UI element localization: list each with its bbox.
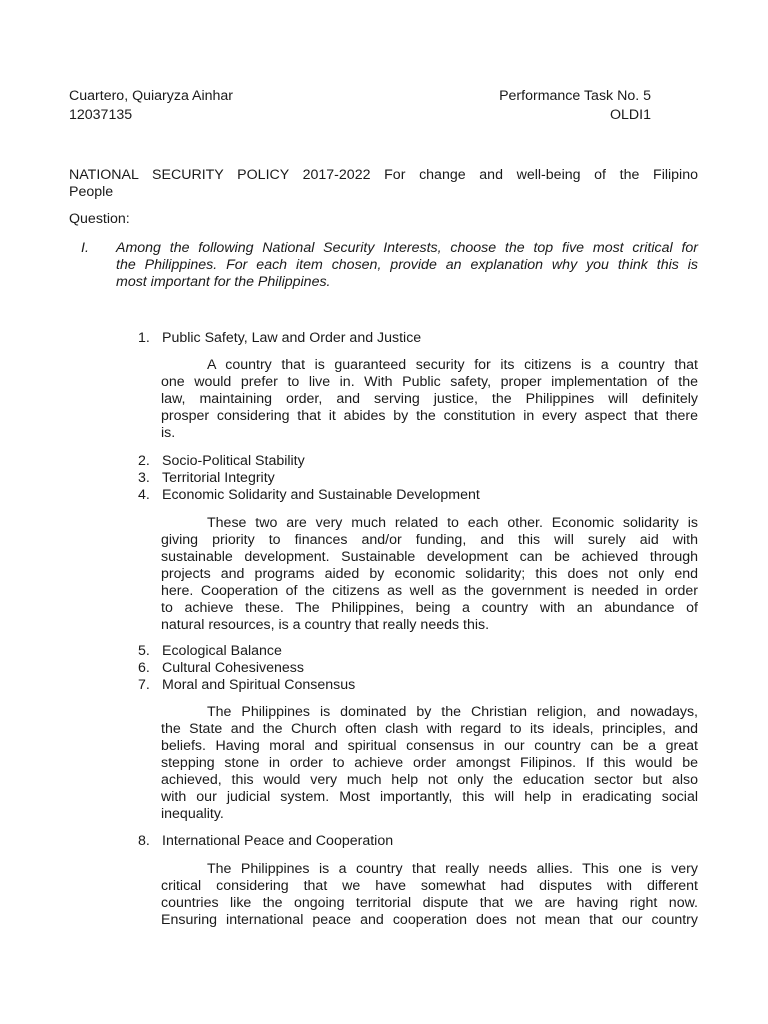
list-item: Ecological Balance	[162, 643, 282, 659]
list-item-number: 4.	[138, 487, 150, 503]
list-item-number: 3.	[138, 470, 150, 486]
paragraph-line: law, maintaining order, and serving justice, the Philippines will definitely	[161, 391, 698, 407]
list-item-number: 8.	[138, 833, 150, 849]
paragraph-line: The Philippines is dominated by the Christian religion, and nowadays,	[207, 704, 698, 720]
list-item-number: 5.	[138, 643, 150, 659]
task-title: Performance Task No. 5	[499, 88, 651, 104]
paragraph-line: sustainable development. Sustainable development can be achieved through	[161, 549, 698, 565]
section-code: OLDI1	[609, 107, 651, 123]
paragraph-line: The Philippines is a country that really needs allies. This one is very	[207, 861, 698, 877]
student-id: 12037135	[69, 107, 133, 123]
list-item-number: 6.	[138, 660, 150, 676]
explanation-paragraph	[161, 357, 698, 442]
paragraph-line: Ensuring international peace and cooperation does not mean that our country	[161, 912, 698, 928]
paragraph-line: A country that is guaranteed security for its citizens is a country that	[207, 357, 698, 373]
paragraph-line: natural resources, is a country that really needs this.	[161, 617, 490, 633]
explanation-paragraph	[161, 515, 698, 634]
prompt-line: Among the following National Security Interests, choose the top five most critical for	[116, 240, 698, 256]
question-label: Question:	[69, 211, 130, 227]
list-item: Territorial Integrity	[162, 470, 275, 486]
list-item-number: 2.	[138, 453, 150, 469]
paragraph-line: here. Cooperation of the citizens as well as the government is needed in order	[161, 583, 698, 599]
list-item: Moral and Spiritual Consensus	[162, 677, 356, 693]
prompt-numeral: I.	[81, 240, 89, 256]
prompt-line: the Philippines. For each item chosen, provide an explanation why you think this is	[116, 257, 698, 273]
paragraph-line: with our judicial system. Most importantly, this will help in eradicating social	[161, 789, 698, 805]
list-item-number: 1.	[138, 330, 150, 346]
paragraph-line: critical considering that we have somewhat had disputes with different	[161, 878, 698, 894]
paragraph-line: prosper considering that it abides by the constitution in every aspect that there	[161, 408, 698, 424]
list-item-number: 7.	[138, 677, 150, 693]
paragraph-line: giving priority to finances and/or funding, and this will surely aid with	[161, 532, 698, 548]
student-name: Cuartero, Quiaryza Ainhar	[69, 88, 234, 104]
paragraph-line: achieved, this would very much help not only the education sector but also	[161, 772, 698, 788]
list-item: Cultural Cohesiveness	[162, 660, 304, 676]
paragraph-line: stepping stone in order to achieve order amongst Filipinos. If this would be	[161, 755, 698, 771]
explanation-paragraph	[161, 861, 698, 929]
document-title-line2: People	[69, 184, 114, 200]
list-item: Public Safety, Law and Order and Justice	[162, 330, 422, 346]
paragraph-line: projects and programs aided by economic solidarity; this does not only end	[161, 566, 698, 582]
paragraph-line: one would prefer to live in. With Public safety, proper implementation of the	[161, 374, 698, 390]
paragraph-line: to achieve these. The Philippines, being a country with an abundance of	[161, 600, 698, 616]
list-item: International Peace and Cooperation	[162, 833, 394, 849]
paragraph-line: inequality.	[161, 806, 224, 822]
list-item: Economic Solidarity and Sustainable Development	[162, 487, 480, 503]
prompt-line: most important for the Philippines.	[116, 274, 331, 290]
paragraph-line: is.	[161, 425, 176, 441]
paragraph-line: the State and the Church often clash with regard to its ideals, principles, and	[161, 721, 698, 737]
document-title-line1: NATIONAL SECURITY POLICY 2017-2022 For change and well-being of the Filipino	[69, 167, 698, 183]
paragraph-line: beliefs. Having moral and spiritual consensus in our country can be a great	[161, 738, 698, 754]
list-item: Socio-Political Stability	[162, 453, 305, 469]
paragraph-line: These two are very much related to each other. Economic solidarity is	[207, 515, 698, 531]
paragraph-line: countries like the ongoing territorial dispute that we are having right now.	[161, 895, 698, 911]
explanation-paragraph	[161, 704, 698, 823]
